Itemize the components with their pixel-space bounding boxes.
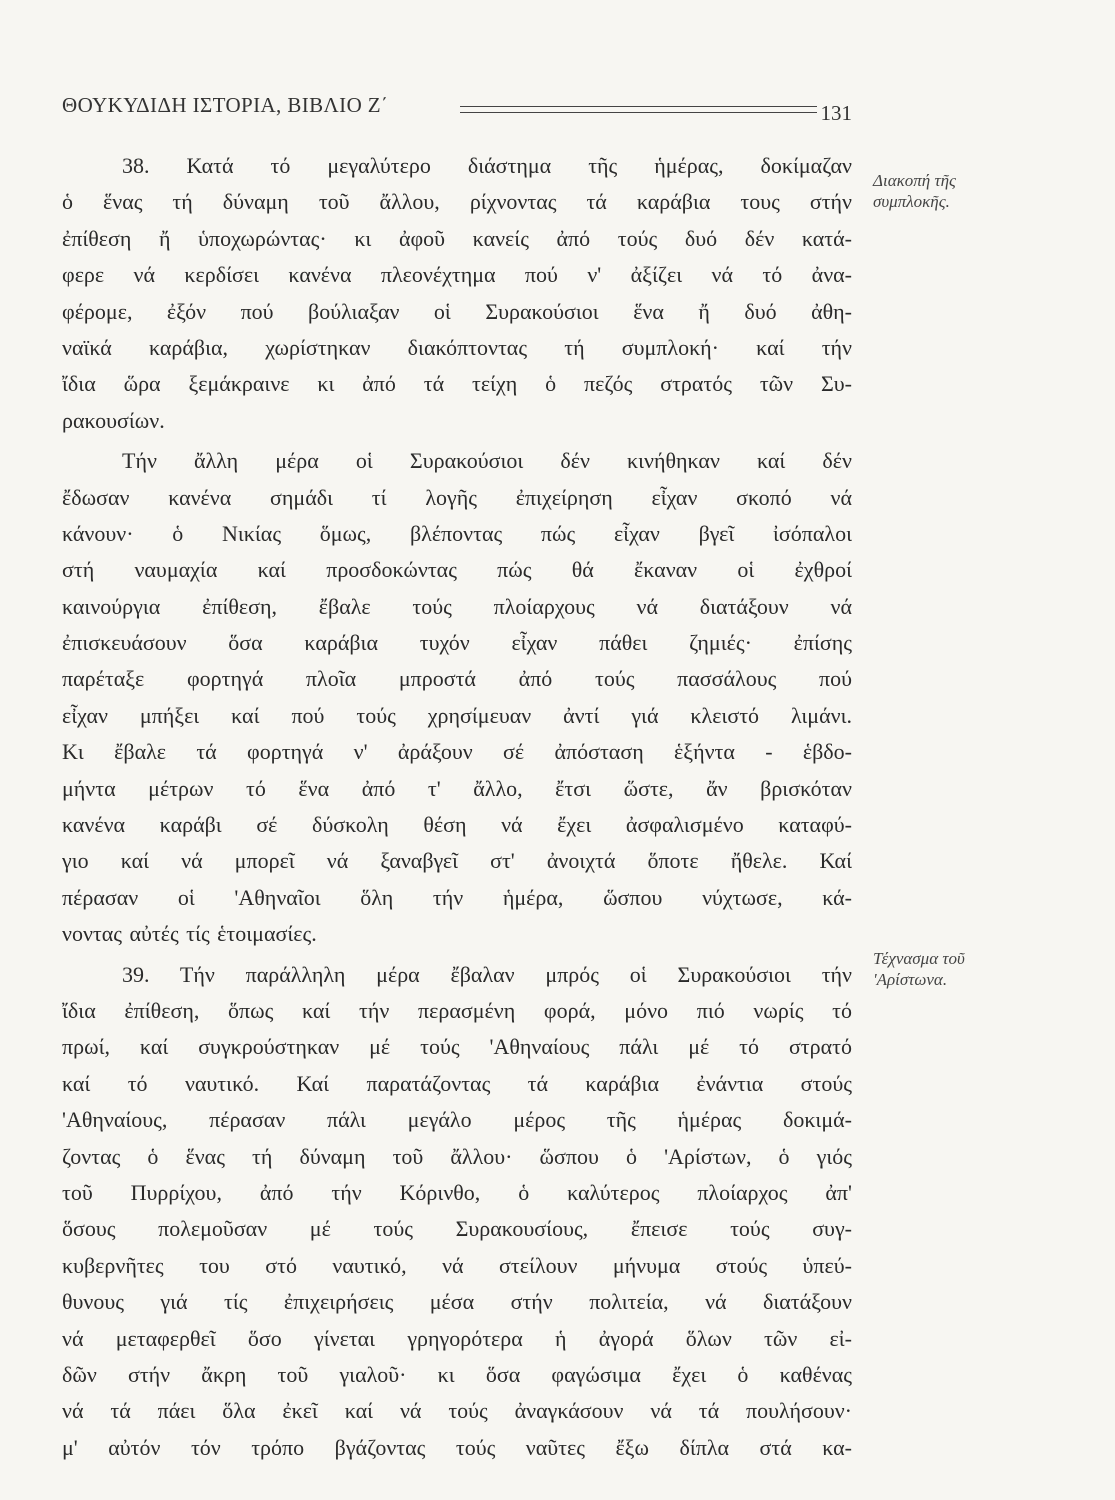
text-line: ναϊκά καράβια, χωρίστηκαν διακόπτοντας τή συμπλοκή· καί τήν — [62, 334, 852, 360]
margin-note-break-of-engagement — [873, 170, 1043, 212]
margin-note-aristons-stratagem — [873, 948, 1043, 990]
text-line: νοντας αὐτές τίς ἑτοιμασίες. — [62, 921, 317, 947]
text-line: θυνους γιά τίς ἐπιχειρήσεις μέσα στήν πολιτεία, νά διατάξουν — [62, 1289, 852, 1315]
text-line: εἶχαν μπήξει καί πού τούς χρησίμευαν ἀντί γιά κλειστό λιμάνι. — [62, 702, 852, 728]
text-line: πρωί, καί συγκρούστηκαν μέ τούς 'Αθηναίους πάλι μέ τό στρατό — [62, 1034, 852, 1060]
margin-note-line: Τέχνασμα τοῦ — [873, 949, 965, 968]
text-line: ἐπίθεση ἤ ὑποχωρώντας· κι ἀφοῦ κανείς ἀπό τούς δυό δέν κατά- — [62, 225, 852, 251]
text-line: κάνουν· ὁ Νικίας ὅμως, βλέποντας πώς εἶχαν βγεῖ ἰσόπαλοι — [62, 520, 852, 546]
header-rule — [460, 106, 817, 113]
text-line: 39. Τήν παράλληλη μέρα ἔβαλαν μπρός οἱ Συρακούσιοι τήν — [122, 961, 852, 987]
text-line: 'Αθηναίους, πέρασαν πάλι μεγάλο μέρος τῆς ἡμέρας δοκιμά- — [62, 1107, 852, 1133]
text-line: παρέταξε φορτηγά πλοῖα μπροστά ἀπό τούς πασσάλους πού — [62, 666, 852, 692]
text-line: ἴδια ἐπίθεση, ὅπως καί τήν περασμένη φορά, μόνο πιό νωρίς τό — [62, 997, 852, 1023]
text-line: μήντα μέτρων τό ἕνα ἀπό τ' ἄλλο, ἔτσι ὥστε, ἄν βρισκόταν — [62, 775, 852, 801]
text-line: φερε νά κερδίσει κανένα πλεονέχτημα πού ν' ἀξίζει νά τό ἀνα- — [62, 262, 852, 288]
text-line: ἐπισκευάσουν ὅσα καράβια τυχόν εἶχαν πάθει ζημιές· ἐπίσης — [62, 630, 852, 656]
text-line: νά μεταφερθεῖ ὅσο γίνεται γρηγορότερα ἡ ἀγορά ὅλων τῶν εἰ- — [62, 1325, 852, 1351]
margin-note-line: 'Αρίστωνα. — [873, 970, 948, 989]
text-line: ὁ ἕνας τή δύναμη τοῦ ἄλλου, ρίχνοντας τά καράβια τους στήν — [62, 189, 852, 215]
text-line: ρακουσίων. — [62, 407, 165, 433]
text-line: 38. Κατά τό μεγαλύτερο διάστημα τῆς ἡμέρας, δοκίμαζαν — [122, 153, 852, 178]
text-line: Τήν ἄλλη μέρα οἱ Συρακούσιοι δέν κινήθηκαν καί δέν — [122, 448, 852, 474]
text-line: στή ναυμαχία καί προσδοκώντας πώς θά ἔκαναν οἱ ἐχθροί — [62, 557, 852, 583]
text-line: ἴδια ὥρα ξεμάκραινε κι ἀπό τά τείχη ὁ πεζός στρατός τῶν Συ- — [62, 371, 852, 397]
margin-note-line: Διακοπή τῆς — [873, 171, 956, 190]
text-line: καινούργια ἐπίθεση, ἔβαλε τούς πλοίαρχους νά διατάξουν νά — [62, 593, 852, 619]
text-line: καί τό ναυτικό. Καί παρατάζοντας τά καράβια ἐνάντια στούς — [62, 1070, 852, 1096]
body-text — [62, 148, 852, 1466]
text-line: μ' αὐτόν τόν τρόπο βγάζοντας τούς ναῦτες ἔξω δίπλα στά κα- — [62, 1434, 852, 1460]
text-line: νά τά πάει ὅλα ἐκεῖ καί νά τούς ἀναγκάσουν νά τά πουλήσουν· — [62, 1398, 852, 1424]
running-header — [62, 93, 852, 133]
text-line: γιο καί νά μπορεῖ νά ξαναβγεῖ στ' ἀνοιχτά ὅποτε ἤθελε. Καί — [62, 848, 852, 874]
text-line: τοῦ Πυρρίχου, ἀπό τήν Κόρινθο, ὁ καλύτερος πλοίαρχος ἀπ' — [62, 1179, 852, 1205]
text-line: κανένα καράβι σέ δύσκολη θέση νά ἔχει ἀσφαλισμένο καταφύ- — [62, 812, 852, 838]
text-line: Κι ἔβαλε τά φορτηγά ν' ἀράξουν σέ ἀπόσταση ἑξήντα - ἑβδο- — [62, 739, 852, 765]
text-line: ἔδωσαν κανένα σημάδι τί λογῆς ἐπιχείρηση εἶχαν σκοπό νά — [62, 484, 852, 510]
page-number: 131 — [820, 101, 852, 125]
text-line: ζοντας ὁ ἕνας τή δύναμη τοῦ ἄλλου· ὥσπου ὁ 'Αρίστων, ὁ γιός — [62, 1143, 852, 1169]
margin-note-line: συμπλοκῆς. — [873, 192, 950, 211]
text-line: φέρομε, ἐξόν πού βούλιαξαν οἱ Συρακούσιοι ἕνα ἤ δυό ἀθη- — [62, 298, 852, 324]
text-line: πέρασαν οἱ 'Αθηναῖοι ὅλη τήν ἡμέρα, ὥσπου νύχτωσε, κά- — [62, 884, 852, 910]
header-title: ΘΟΥΚΥΔΙΔΗ ΙΣΤΟΡΙΑ, ΒΙΒΛΙΟ Ζ΄ — [62, 93, 389, 117]
text-line: ὅσους πολεμοῦσαν μέ τούς Συρακουσίους, ἔπεισε τούς συγ- — [62, 1216, 852, 1242]
text-line: δῶν στήν ἄκρη τοῦ γιαλοῦ· κι ὅσα φαγώσιμα ἔχει ὁ καθένας — [62, 1361, 852, 1387]
text-line: κυβερνῆτες του στό ναυτικό, νά στείλουν μήνυμα στούς ὑπεύ- — [62, 1252, 852, 1278]
